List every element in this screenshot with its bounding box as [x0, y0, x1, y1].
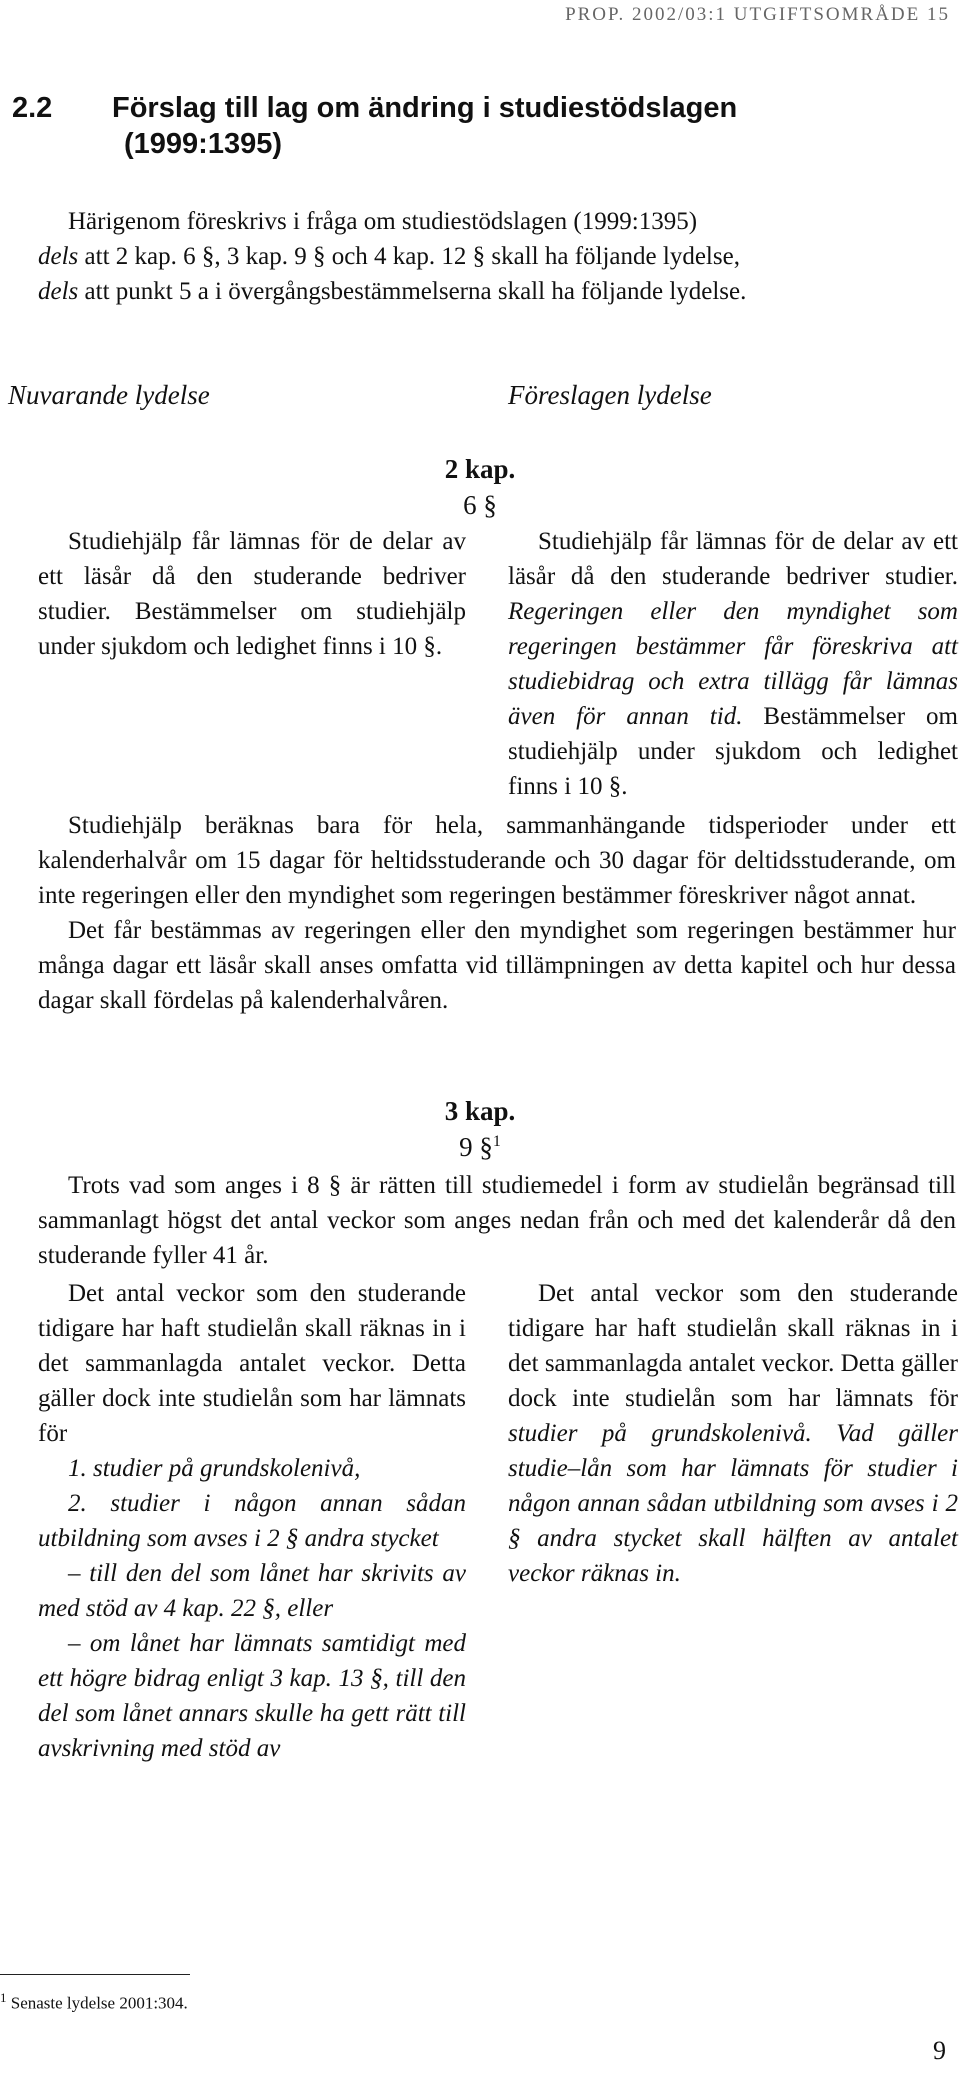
- right-column-header: Föreslagen lydelse: [508, 380, 712, 410]
- left-column-header: Nuvarande lydelse: [8, 380, 210, 410]
- ch3-full-text: [38, 1168, 956, 1273]
- intro-dels1: dels: [38, 243, 79, 270]
- section-title-line2: (1999:1395): [124, 128, 282, 160]
- ch3-right-text: [508, 1276, 958, 1591]
- ch3-right-a: Det antal veckor som den studerande tidigare har haft studielån skall räknas in i det sammanlagda antalet veckor. Detta gäller dock inte studielån som har lämnats för: [508, 1280, 958, 1412]
- chapter-2-heading: 2 kap.: [444, 454, 516, 484]
- section-title-line1: Förslag till lag om ändring i studiestödslagen: [112, 92, 738, 124]
- ch2-full-paragraph-2: Det får bestämmas av regeringen eller den myndighet som regeringen bestämmer hur många dagar ett läsår skall anses omfatta vid tillämpningen av detta kapitel och hur dessa dagar skall fördelas på kalenderhalvåren.: [38, 917, 956, 1014]
- intro-paragraph: [38, 204, 956, 309]
- intro-dels2: dels: [38, 278, 79, 305]
- ch2-full-paragraph-1: Studiehjälp beräknas bara för hela, sammanhängande tidsperioder under ett kalenderhalvår om 15 dagar för heltidsstuderande och 30 dagar för deltidsstuderande, om inte regeringen eller den myndighet som regeringen bestämmer föreskriver något annat.: [38, 812, 956, 909]
- ch2-full-text: [38, 808, 956, 1018]
- ch3-left-item-2: 2. studier i någon annan sådan utbildning som avses i 2 § andra stycket: [38, 1490, 466, 1552]
- ch3-left-item-3: – till den del som lånet har skrivits av med stöd av 4 kap. 22 §, eller: [38, 1560, 466, 1622]
- ch2-right-text: [508, 524, 958, 804]
- intro-part3: att punkt 5 a i övergångsbestämmelserna skall ha följande lydelse.: [78, 278, 747, 305]
- page-number: 9: [933, 2036, 946, 2065]
- ch2-right-b: Regeringen eller den myndighet som regeringen bestämmer får föreskriva att studiebidrag och extra tillägg får lämnas även för annan tid.: [508, 598, 958, 730]
- intro-part2: att 2 kap. 6 §, 3 kap. 9 § och 4 kap. 12 § skall ha följande lydelse,: [78, 243, 740, 270]
- ch3-left-intro: Det antal veckor som den studerande tidigare har haft studielån skall räknas in i det sammanlagda antalet veckor. Detta gäller dock inte studielån som har lämnats för: [38, 1280, 466, 1447]
- ch2-left-paragraph: Studiehjälp får lämnas för de delar av ett läsår då den studerande bedriver studier. Bestämmelser om studiehjälp under sjukdom och ledighet finns i 10 §.: [38, 528, 466, 660]
- intro-part1: Härigenom föreskrivs i fråga om studiestödslagen (1999:1395): [68, 208, 698, 235]
- section-number: 2.2: [12, 92, 53, 124]
- ch2-paragraph-6: 6 §: [463, 490, 497, 520]
- footnote-text: Senaste lydelse 2001:304.: [10, 1993, 188, 2013]
- chapter-3-heading: 3 kap.: [444, 1096, 516, 1126]
- footnote-ref: 1: [492, 1133, 501, 1150]
- footnote: [0, 1990, 188, 2014]
- ch3-left-item-1: 1. studier på grundskolenivå,: [68, 1455, 361, 1482]
- ch3-right-b: studier på grundskolenivå. Vad gäller studie–lån som har lämnats för studier i någon annan sådan utbildning som avses i 2 § andra stycket skall hälften av antalet veckor räknas in.: [508, 1420, 958, 1587]
- section-heading: [12, 90, 912, 162]
- running-head: PROP. 2002/03:1 UTGIFTSOMRÅDE 15: [565, 4, 950, 25]
- ch3-full-paragraph-1: Trots vad som anges i 8 § är rätten till studiemedel i form av studielån begränsad till sammanlagt högst det antal veckor som anges nedan från och med det kalenderår då den studerande fyller 41 år.: [38, 1172, 956, 1269]
- footnote-divider: [0, 1974, 190, 1975]
- footnote-number: 1: [0, 1990, 7, 2005]
- ch2-left-text: [38, 524, 466, 664]
- ch2-right-a: Studiehjälp får lämnas för de delar av ett läsår då den studerande bedriver studier.: [508, 528, 958, 590]
- ch3-left-text: [38, 1276, 466, 1766]
- ch2-right-c: Bestämmelser om studiehjälp under sjukdom och ledighet finns i 10 §.: [508, 703, 958, 800]
- ch3-paragraph-9: [0, 1132, 960, 1163]
- ch3-paragraph-label: 9 §: [459, 1132, 493, 1162]
- ch3-left-item-4: – om lånet har lämnats samtidigt med ett högre bidrag enligt 3 kap. 13 §, till den del som lånet annars skulle ha gett rätt till avskrivning med stöd av: [38, 1630, 466, 1762]
